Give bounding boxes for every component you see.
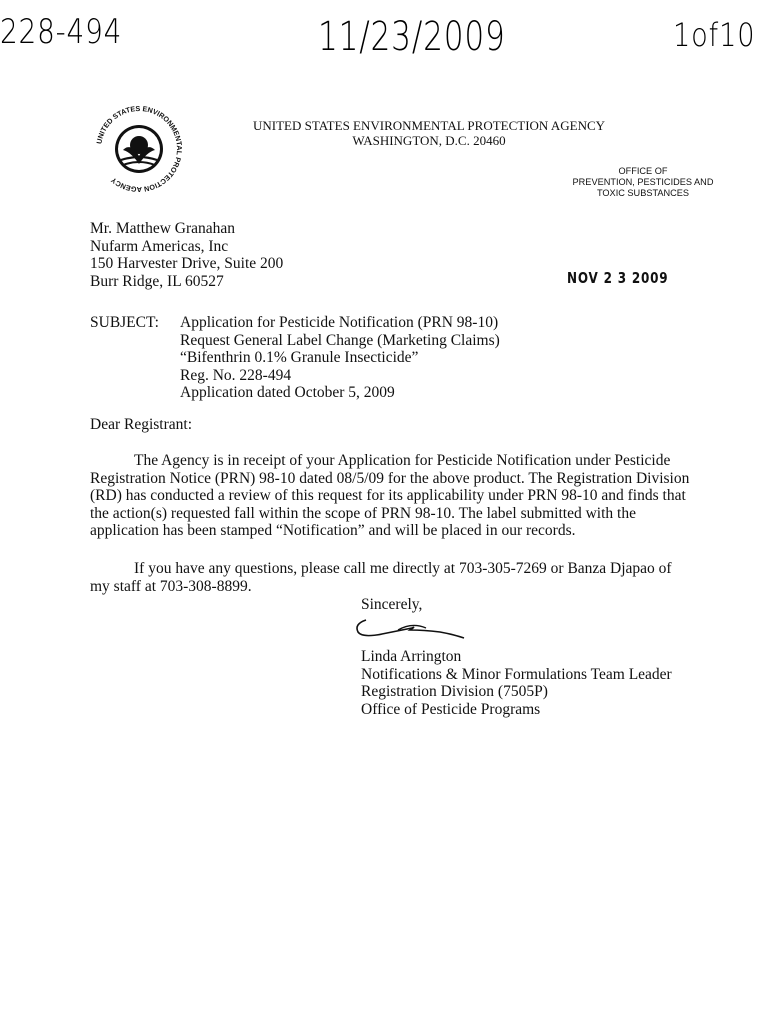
agency-name-line: UNITED STATES ENVIRONMENTAL PROTECTION AGENCY [252, 118, 606, 133]
body-paragraph-1 [90, 452, 690, 540]
date-stamp: NOV 2 3 2009 [567, 269, 669, 287]
paragraph-line: The Agency is in receipt of your Application for Pesticide Notification under Pesticide [134, 452, 671, 469]
paragraph-line: Registration Notice (PRN) 98-10 dated 08/5/09 for the above product. The Registration Division [90, 469, 690, 487]
office-line: TOXIC SUBSTANCES [596, 188, 690, 198]
svg-text:UNITED STATES ENVIRONMENTAL PR: UNITED STATES ENVIRONMENTAL PROTECTION AGENCY [94, 103, 185, 195]
epa-seal-logo [90, 100, 188, 198]
subject-line: Application dated October 5, 2009 [180, 384, 395, 402]
closing: Sincerely, [361, 596, 423, 613]
paragraph-line: the action(s) requested fall within the scope of PRN 98-10. The label submitted with the [90, 504, 636, 522]
subject-lines [180, 314, 500, 402]
handwritten-date: 11/23/2009 [318, 14, 506, 60]
recipient-company: Nufarm Americas, Inc [90, 237, 229, 255]
subject-line: Reg. No. 228-494 [180, 366, 292, 384]
agency-address-line: WASHINGTON, D.C. 20460 [352, 133, 506, 148]
paragraph-line: my staff at 703-308-8899. [90, 577, 252, 595]
body-paragraph-2 [90, 560, 690, 595]
recipient-street: 150 Harvester Drive, Suite 200 [90, 255, 284, 273]
salutation: Dear Registrant: [90, 416, 193, 433]
subject-line: Request General Label Change (Marketing Claims) [180, 331, 500, 349]
handwritten-signature [352, 612, 472, 648]
agency-name [200, 118, 658, 148]
office-name [568, 166, 718, 199]
subject-line: Application for Pesticide Notification (PRN 98-10) [180, 314, 499, 331]
handwritten-page-number: 1of10 [673, 16, 756, 54]
paragraph-line: application has been stamped “Notification” and will be placed in our records. [90, 522, 576, 540]
handwritten-reg-number: 228-494 [0, 12, 123, 52]
recipient-address [90, 220, 283, 290]
recipient-city: Burr Ridge, IL 60527 [90, 272, 224, 290]
paragraph-line: (RD) has conducted a review of this request for its applicability under PRN 98-10 and finds that [90, 487, 686, 505]
office-line: OFFICE OF [618, 166, 668, 176]
signer-division: Registration Division (7505P) [361, 683, 548, 701]
signature-block [361, 648, 672, 718]
subject-label: SUBJECT: [90, 314, 159, 331]
signer-office: Office of Pesticide Programs [361, 700, 541, 718]
office-line: PREVENTION, PESTICIDES AND [572, 177, 714, 187]
subject-line: “Bifenthrin 0.1% Granule Insecticide” [180, 349, 419, 367]
paragraph-line: If you have any questions, please call me directly at 703-305-7269 or Banza Djapao of [134, 560, 672, 577]
signer-title: Notifications & Minor Formulations Team Leader [361, 665, 672, 683]
signer-name: Linda Arrington [361, 648, 462, 665]
recipient-name: Mr. Matthew Granahan [90, 220, 236, 237]
